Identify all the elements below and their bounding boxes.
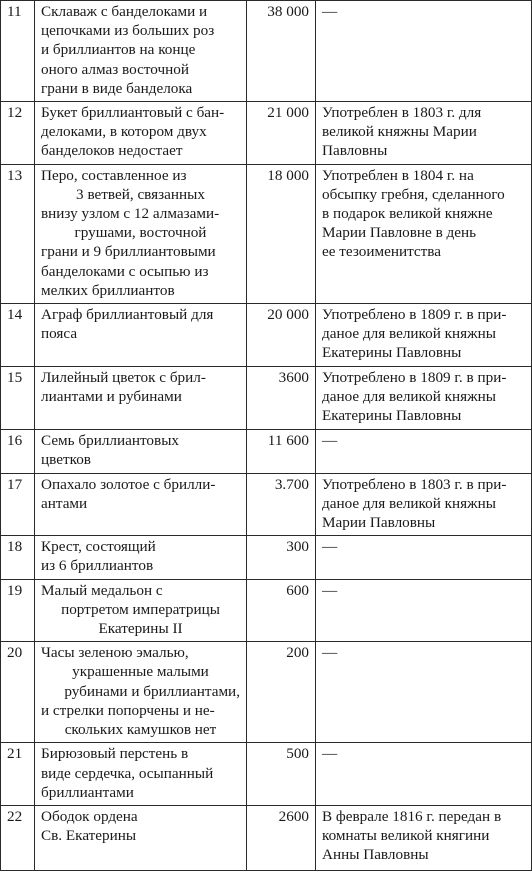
note-line: В феврале 1816 г. передан в [322,807,502,825]
item-value-cell: 21 000 [247,102,316,165]
item-value-cell: 18 000 [247,164,316,303]
description-line: цветков [41,450,91,468]
note-line: Анны Павловны [322,846,429,864]
item-description-cell [35,429,247,473]
table-row [1,366,532,429]
description-line: грани и 9 бриллиантовыми [41,243,216,261]
item-description-cell [35,805,247,870]
note-line: Употреблен в 1804 г. на [322,166,474,184]
note-line: — [322,3,338,20]
table-row [1,473,532,536]
table-row [1,805,532,870]
item-number-cell: 15 [1,366,35,429]
description-line: грани в виде банделока [41,79,193,97]
item-note-cell [316,642,532,743]
item-description-cell [35,1,247,102]
note-line: Употреблено в 1809 г. в при- [322,306,507,324]
note-line: Марии Павловне в день [322,224,477,242]
item-number-cell: 17 [1,473,35,536]
description-line: из 6 бриллиантов [41,557,154,575]
item-number-cell: 22 [1,805,35,870]
note-line: в подарок великой княжне [322,205,493,223]
description-line: Букет бриллиантовый с бан- [41,104,225,122]
note-line: комнаты великой княгини [322,827,490,845]
item-value-cell: 500 [247,743,316,806]
item-number-cell: 16 [1,429,35,473]
note-line: Марии Павловны [322,514,436,532]
description-line: украшенные малыми [72,663,209,681]
note-line: великой княжны Марии [322,123,477,141]
item-description-cell [35,366,247,429]
description-line: мелких бриллиантов [41,281,175,299]
item-description-cell [35,473,247,536]
description-line: цепочками из больших роз [41,22,215,40]
item-number-cell: 14 [1,304,35,367]
description-line: внизу узлом с 12 алмазами- [41,205,220,223]
description-line: банделоками с осыпью из [41,262,209,280]
item-note-cell [316,164,532,303]
table-row [1,743,532,806]
description-line: оного алмаз восточной [41,60,189,78]
item-value-cell: 3600 [247,366,316,429]
item-description-cell [35,642,247,743]
description-line: 3 ветвей, связанных [76,185,205,203]
description-line: бриллиантами [41,783,134,801]
table-row [1,579,532,642]
description-line: Крест, состоящий [41,538,156,556]
description-line: Семь бриллиантовых [41,431,179,449]
item-note-cell [316,579,532,642]
table-row [1,642,532,743]
description-line: лиантами и рубинами [41,387,182,405]
description-line: грушами, восточной [74,224,207,242]
item-number-cell: 20 [1,642,35,743]
item-note-cell [316,429,532,473]
description-line: Бирюзовый перстень в [41,745,189,763]
note-line: Павловны [322,142,388,160]
item-number-cell: 18 [1,536,35,579]
note-line: Употреблено в 1803 г. в при- [322,475,507,493]
note-line: даное для великой княжны [322,325,496,343]
note-line: — [322,745,338,763]
description-line: рубинами и бриллиантами, [64,682,240,700]
item-value-cell: 2600 [247,805,316,870]
item-description-cell [35,579,247,642]
description-line: Малый медальон с [41,581,163,599]
note-line: Употреблено в 1809 г. в при- [322,368,507,386]
item-value-cell: 3.700 [247,473,316,536]
note-line: — [322,644,338,662]
item-description-cell [35,536,247,579]
description-line: Св. Екатерины [41,827,137,845]
item-note-cell [316,536,532,579]
table-row [1,429,532,473]
description-line: виде сердечка, осыпанный [41,764,214,782]
note-line: ее тезоименитства [322,243,441,261]
item-value-cell: 200 [247,642,316,743]
description-line: Склаваж с банделоками и [41,3,208,20]
item-note-cell [316,473,532,536]
table-row [1,536,532,579]
note-line: Екатерины Павловны [322,344,462,362]
item-note-cell [316,805,532,870]
description-line: Аграф бриллиантовый для [41,306,214,324]
note-line: — [322,581,338,599]
item-note-cell [316,366,532,429]
table-row [1,102,532,165]
description-line: и бриллиантов на конце [41,41,196,59]
item-note-cell [316,1,532,102]
item-number-cell: 13 [1,164,35,303]
table-row [1,164,532,303]
description-line: Ободок ордена [41,807,138,825]
description-line: антами [41,494,88,512]
description-line: скольких камушков нет [64,721,217,739]
description-line: Перо, составленное из [41,166,187,184]
item-number-cell: 12 [1,102,35,165]
table-body [1,1,532,871]
description-line: Лилейный цветок с брил- [41,368,206,386]
item-value-cell: 300 [247,536,316,579]
item-note-cell [316,304,532,367]
item-value-cell: 11 600 [247,429,316,473]
description-line: Часы зеленою эмалью, [41,644,189,662]
item-value-cell: 38 000 [247,1,316,102]
note-line: Употреблен в 1803 г. для [322,104,482,122]
item-number-cell: 19 [1,579,35,642]
item-value-cell: 600 [247,579,316,642]
item-note-cell [316,743,532,806]
note-line: — [322,431,338,449]
table-row [1,1,532,102]
item-number-cell: 11 [1,1,35,102]
item-note-cell [316,102,532,165]
description-line: банделоков недостает [41,142,183,160]
note-line: даное для великой княжны [322,387,496,405]
table-row [1,304,532,367]
description-line: пояса [41,325,78,343]
item-value-cell: 20 000 [247,304,316,367]
note-line: обсыпку гребня, сделанного [322,185,505,203]
note-line: Екатерины Павловны [322,407,462,425]
item-description-cell [35,304,247,367]
item-description-cell [35,743,247,806]
description-line: и стрелки попорчены и не- [41,701,215,719]
note-line: даное для великой княжны [322,494,496,512]
item-description-cell [35,164,247,303]
description-line: Екатерины II [98,620,183,638]
description-line: портретом императрицы [61,600,220,618]
item-number-cell: 21 [1,743,35,806]
description-line: Опахало золотое с брилли- [41,475,216,493]
description-line: делоками, в котором двух [41,123,207,141]
note-line: — [322,538,338,556]
item-description-cell [35,102,247,165]
